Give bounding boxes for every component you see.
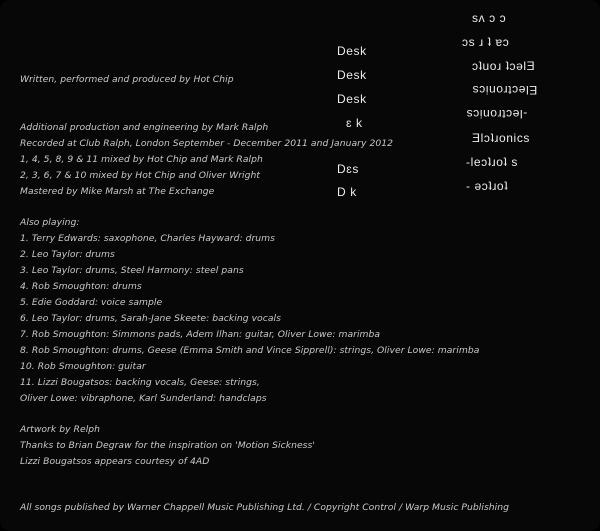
credit-line: Recorded at Club Ralph, London September - December 2011 and January 2012	[20, 138, 394, 149]
credit-line: Additional production and engineering by Mark Ralph	[20, 122, 269, 133]
desk-word: Desk	[337, 44, 367, 58]
electronics-word: -lectronics	[466, 107, 528, 121]
electronics-word: - əɔʇɹoʇ	[466, 179, 509, 193]
electronics-word: sʌ ɔ ɔ	[472, 11, 507, 25]
musician-credit: 11. Lizzi Bougatsos: backing vocals, Geese: strings,	[20, 377, 260, 388]
musician-credit: Oliver Lowe: vibraphone, Karl Sunderland: handclaps	[20, 393, 267, 404]
musician-credit: 6. Leo Taylor: drums, Sarah-Jane Skeete: backing vocals	[20, 313, 281, 324]
musician-credit: 1. Terry Edwards: saxophone, Charles Hayward: drums	[20, 233, 276, 244]
musician-credit: 3. Leo Taylor: drums, Steel Harmony: steel pans	[20, 265, 244, 276]
desk-word: Desk	[337, 92, 367, 106]
musician-credit: 4. Rob Smoughton: drums	[20, 281, 142, 292]
desk-word: D k	[337, 185, 357, 199]
credit-courtesy: Lizzi Bougatsos appears courtesy of 4AD	[20, 456, 210, 467]
musician-credit: 7. Rob Smoughton: Simmons pads, Adem Ilhan: guitar, Oliver Lowe: marimba	[20, 329, 381, 340]
publishing-notice: All songs published by Warner Chappell Music Publishing Ltd. / Copyright Control / Warp Music Publishing	[20, 502, 510, 513]
electronics-word: ɔʇuoɹ ʇɔəlƎ	[472, 59, 536, 73]
credit-line: Mastered by Mike Marsh at The Exchange	[20, 186, 215, 197]
musician-credit: 10. Rob Smoughton: guitar	[20, 361, 146, 372]
also-playing-heading: Also playing:	[20, 217, 80, 228]
electronics-word: -leɔʇɹoʇ s	[466, 155, 519, 169]
desk-word: ɛ k	[346, 116, 363, 130]
desk-word: Desk	[337, 68, 367, 82]
electronics-word: Ǝlɔʇɹonics	[472, 131, 531, 145]
electronics-word: Electronics	[472, 83, 538, 97]
credit-thanks: Thanks to Brian Degraw for the inspiration on 'Motion Sickness'	[20, 440, 315, 451]
desk-word: Dɛs	[337, 162, 359, 176]
musician-credit: 5. Edie Goddard: voice sample	[20, 297, 163, 308]
musician-credit: 2. Leo Taylor: drums	[20, 249, 115, 260]
credit-artwork: Artwork by Relph	[20, 424, 101, 435]
electronics-word: ɔs ɹ ʇ ɐɔ	[462, 35, 510, 49]
musician-credit: 8. Rob Smoughton: drums, Geese (Emma Smith and Vince Sipprell): strings, Oliver Lowe: marimba	[20, 345, 480, 356]
credit-written: Written, performed and produced by Hot Chip	[20, 74, 234, 85]
credit-line: 2, 3, 6, 7 & 10 mixed by Hot Chip and Oliver Wright	[20, 170, 261, 181]
credit-line: 1, 4, 5, 8, 9 & 11 mixed by Hot Chip and Mark Ralph	[20, 154, 263, 165]
